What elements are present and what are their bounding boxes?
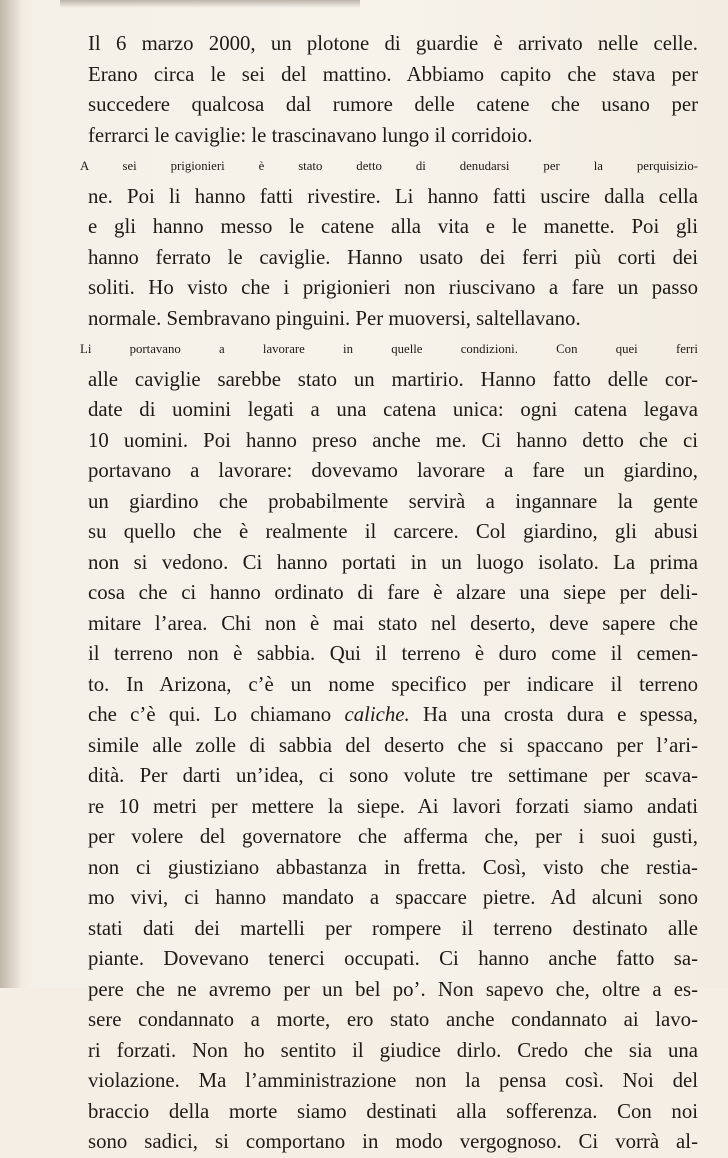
text-line: simile alle zolle di sabbia del deserto che si spaccano per l’ari- xyxy=(88,733,698,757)
text-line: A sei prigionieri è stato detto di denudarsi per la perquisizio- xyxy=(80,159,698,173)
text-line: non ci giustiziano abbastanza in fretta. Così, visto che restia- xyxy=(88,855,698,879)
text-line: pere che ne avremo per un bel po’. Non sapevo che, oltre a es- xyxy=(88,977,698,1001)
text-line: mo vivi, ci hanno mandato a spaccare pietre. Ad alcuni sono xyxy=(88,886,698,909)
text-line: sere condannato a morte, ero stato anche condannato ai lavo- xyxy=(88,1008,698,1031)
text-line: normale. Sembravano pinguini. Per muoversi, saltellavano. xyxy=(88,306,581,330)
body-text xyxy=(80,29,698,1158)
text-segment: Ha una crosta dura e spessa, xyxy=(409,703,698,726)
text-line: date di uomini legati a una catena unica: ogni catena legava xyxy=(88,398,698,421)
text-segment: che c’è qui. Lo chiamano xyxy=(88,703,345,726)
top-edge-shadow xyxy=(60,0,360,8)
text-line: to. In Arizona, c’è un nome specifico per indicare il terreno xyxy=(88,672,698,696)
text-line: Il 6 marzo 2000, un plotone di guardie è arrivato nelle celle. xyxy=(88,32,698,55)
text-line: ne. Poi li hanno fatti rivestire. Li hanno fatti uscire dalla cella xyxy=(88,184,698,208)
text-line: succedere qualcosa dal rumore delle catene che usano per xyxy=(88,93,698,116)
text-line: su quello che è realmente il carcere. Col giardino, gli abusi xyxy=(88,520,698,543)
text-line: non si vedono. Ci hanno portati in un luogo isolato. La prima xyxy=(88,550,698,574)
text-line: braccio della morte siamo destinati alla sofferenza. Con noi xyxy=(88,1099,698,1123)
text-line xyxy=(88,700,698,731)
text-line: alle caviglie sarebbe stato un martirio. Hanno fatto delle cor- xyxy=(88,367,698,391)
text-line: per volere del governatore che afferma che, per i suoi gusti, xyxy=(88,825,698,848)
text-line: cosa che ci hanno ordinato di fare è alzare una siepe per deli- xyxy=(88,581,698,604)
text-line: stati dati dei martelli per rompere il terreno destinato alle xyxy=(88,916,698,940)
spine-shadow xyxy=(0,0,22,988)
text-line: portavano a lavorare: dovevamo lavorare a fare un giardino, xyxy=(88,459,698,482)
text-line: violazione. Ma l’amministrazione non la pensa così. Noi del xyxy=(88,1069,698,1092)
text-line: piante. Dovevano tenerci occupati. Ci hanno anche fatto sa- xyxy=(88,947,698,970)
text-line: 10 uomini. Poi hanno preso anche me. Ci hanno detto che ci xyxy=(88,428,698,452)
text-line: hanno ferrato le caviglie. Hanno usato dei ferri più corti dei xyxy=(88,245,698,269)
text-line: un giardino che probabilmente servirà a ingannare la gente xyxy=(88,489,698,513)
text-line: dità. Per darti un’idea, ci sono volute tre settimane per scava- xyxy=(88,764,698,787)
text-line: e gli hanno messo le catene alla vita e le manette. Poi gli xyxy=(88,215,698,238)
text-line: ferrarci le caviglie: le trascinavano lungo il corridoio. xyxy=(88,123,533,147)
text-line: il terreno non è sabbia. Qui il terreno è duro come il cemen- xyxy=(88,642,698,665)
italic-term: caliche. xyxy=(344,703,410,726)
text-line: soliti. Ho visto che i prigionieri non riuscivano a fare un passo xyxy=(88,276,698,299)
text-line: Li portavano a lavorare in quelle condizioni. Con quei ferri xyxy=(80,342,698,356)
text-line: Erano circa le sei del mattino. Abbiamo capito che stava per xyxy=(88,62,698,86)
text-line: re 10 metri per mettere la siepe. Ai lavori forzati siamo andati xyxy=(88,794,698,818)
text-line: sono sadici, si comportano in modo vergognoso. Ci vorrà al- xyxy=(88,1130,698,1153)
text-line: ri forzati. Non ho sentito il giudice dirlo. Credo che sia una xyxy=(88,1038,698,1062)
text-line: mitare l’area. Chi non è mai stato nel deserto, deve sapere che xyxy=(88,611,698,635)
